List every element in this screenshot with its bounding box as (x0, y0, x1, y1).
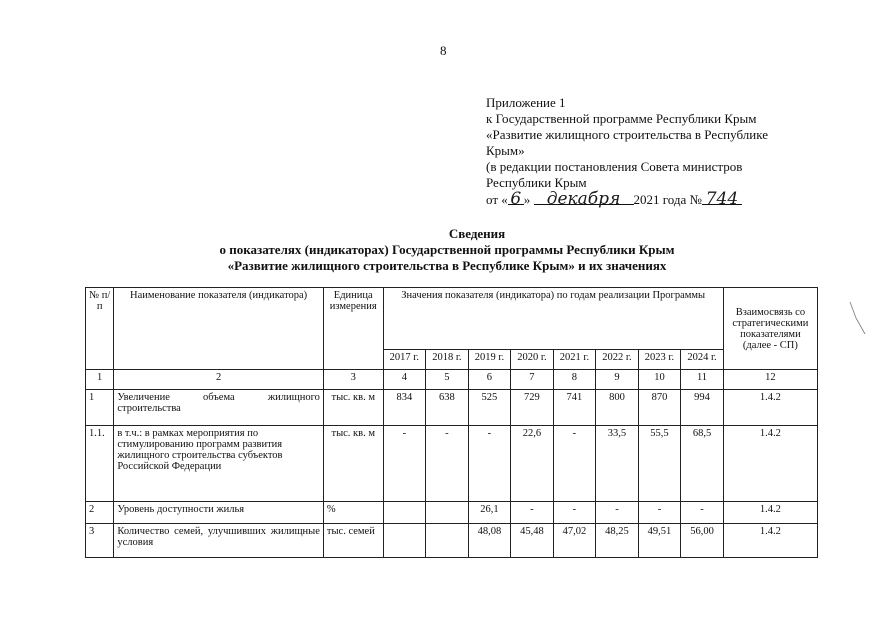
row-value: - (638, 502, 681, 524)
row-name: Увеличение объема жилищного строительства (114, 390, 324, 426)
row-link: 1.4.2 (723, 426, 817, 502)
page-number: 8 (440, 43, 447, 58)
handwritten-day: 6 (510, 189, 522, 209)
table-row (86, 524, 818, 558)
row-unit: тыс. семей (323, 524, 383, 558)
table-row (86, 390, 818, 426)
row-value: 45,48 (511, 524, 554, 558)
column-number: 9 (596, 370, 639, 390)
row-name: Количество семей, улучшивших жилищные условия (114, 524, 324, 558)
row-link: 1.4.2 (723, 390, 817, 426)
row-value: - (383, 426, 426, 502)
row-value: 68,5 (681, 426, 724, 502)
row-link: 1.4.2 (723, 502, 817, 524)
header-link: Взаимосвязь со стратегическими показателями (далее - СП) (723, 288, 817, 370)
row-value: 834 (383, 390, 426, 426)
header-num: № п/п (86, 288, 114, 370)
row-num: 1.1. (86, 426, 114, 502)
handwritten-month: декабря (546, 189, 621, 209)
header-year: 2024 г. (681, 350, 724, 370)
header-values-group: Значения показателя (индикатора) по годам реализации Программы (383, 288, 723, 350)
title-line-1: Сведения (448, 226, 506, 241)
header-year: 2018 г. (426, 350, 469, 370)
row-value: 729 (511, 390, 554, 426)
row-value: 800 (596, 390, 639, 426)
row-value: 525 (468, 390, 511, 426)
column-number: 10 (638, 370, 681, 390)
column-number: 4 (383, 370, 426, 390)
appendix-line: Приложение 1 (486, 95, 566, 110)
column-number: 12 (723, 370, 817, 390)
date-mid: » (523, 192, 531, 207)
row-name: в т.ч.: в рамках мероприятия по стимулированию программ развития жилищного строительства субъектов Российской Федерации (114, 426, 324, 502)
row-unit: тыс. кв. м (323, 426, 383, 502)
row-value: 741 (553, 390, 596, 426)
row-value: 47,02 (553, 524, 596, 558)
row-value: 26,1 (468, 502, 511, 524)
header-year: 2022 г. (596, 350, 639, 370)
row-value: 48,25 (596, 524, 639, 558)
appendix-line: к Государственной программе Республики Крым (486, 111, 757, 126)
row-value: 994 (681, 390, 724, 426)
row-value (426, 524, 469, 558)
row-value (383, 502, 426, 524)
table-row (86, 426, 818, 502)
row-value: 870 (638, 390, 681, 426)
column-number: 2 (114, 370, 324, 390)
header-year: 2023 г. (638, 350, 681, 370)
scan-mark (848, 300, 868, 336)
appendix-block (486, 95, 826, 208)
row-num: 1 (86, 390, 114, 426)
row-name: Уровень доступности жилья (114, 502, 324, 524)
row-value: - (468, 426, 511, 502)
row-unit: % (323, 502, 383, 524)
row-value: - (426, 426, 469, 502)
handwritten-doc-number: 744 (705, 189, 739, 209)
column-number: 11 (681, 370, 724, 390)
row-num: 3 (86, 524, 114, 558)
indicators-table (85, 287, 818, 558)
row-value: 49,51 (638, 524, 681, 558)
row-value: 55,5 (638, 426, 681, 502)
column-number: 1 (86, 370, 114, 390)
row-value: 48,08 (468, 524, 511, 558)
row-num: 2 (86, 502, 114, 524)
column-number: 8 (553, 370, 596, 390)
header-year: 2021 г. (553, 350, 596, 370)
appendix-line: Крым» (486, 143, 525, 158)
column-number: 6 (468, 370, 511, 390)
column-number: 5 (426, 370, 469, 390)
table-header-row (86, 288, 818, 350)
row-value: 22,6 (511, 426, 554, 502)
column-number: 7 (511, 370, 554, 390)
header-unit: Единица измерения (323, 288, 383, 370)
row-value: - (596, 502, 639, 524)
appendix-line: «Развитие жилищного строительства в Республике (486, 127, 768, 142)
date-prefix: от « (486, 192, 508, 207)
header-year: 2019 г. (468, 350, 511, 370)
document-title (0, 226, 894, 274)
row-value (383, 524, 426, 558)
header-name: Наименование показателя (индикатора) (114, 288, 324, 370)
row-value: - (681, 502, 724, 524)
date-year: 2021 года № (633, 192, 702, 207)
appendix-line: Республики Крым (486, 175, 587, 190)
row-value: - (553, 426, 596, 502)
appendix-line: (в редакции постановления Совета министров (486, 159, 743, 174)
row-unit: тыс. кв. м (323, 390, 383, 426)
header-year: 2017 г. (383, 350, 426, 370)
row-value: 638 (426, 390, 469, 426)
column-number-row (86, 370, 818, 390)
header-year: 2020 г. (511, 350, 554, 370)
row-value (426, 502, 469, 524)
row-value: - (553, 502, 596, 524)
row-link: 1.4.2 (723, 524, 817, 558)
row-value: 56,00 (681, 524, 724, 558)
column-number: 3 (323, 370, 383, 390)
title-line-2: о показателях (индикаторах) Государственной программы Республики Крым (219, 242, 675, 257)
row-value: - (511, 502, 554, 524)
title-line-3: «Развитие жилищного строительства в Республике Крым» и их значениях (227, 258, 667, 273)
document-date-line (486, 191, 826, 208)
table-row (86, 502, 818, 524)
row-value: 33,5 (596, 426, 639, 502)
